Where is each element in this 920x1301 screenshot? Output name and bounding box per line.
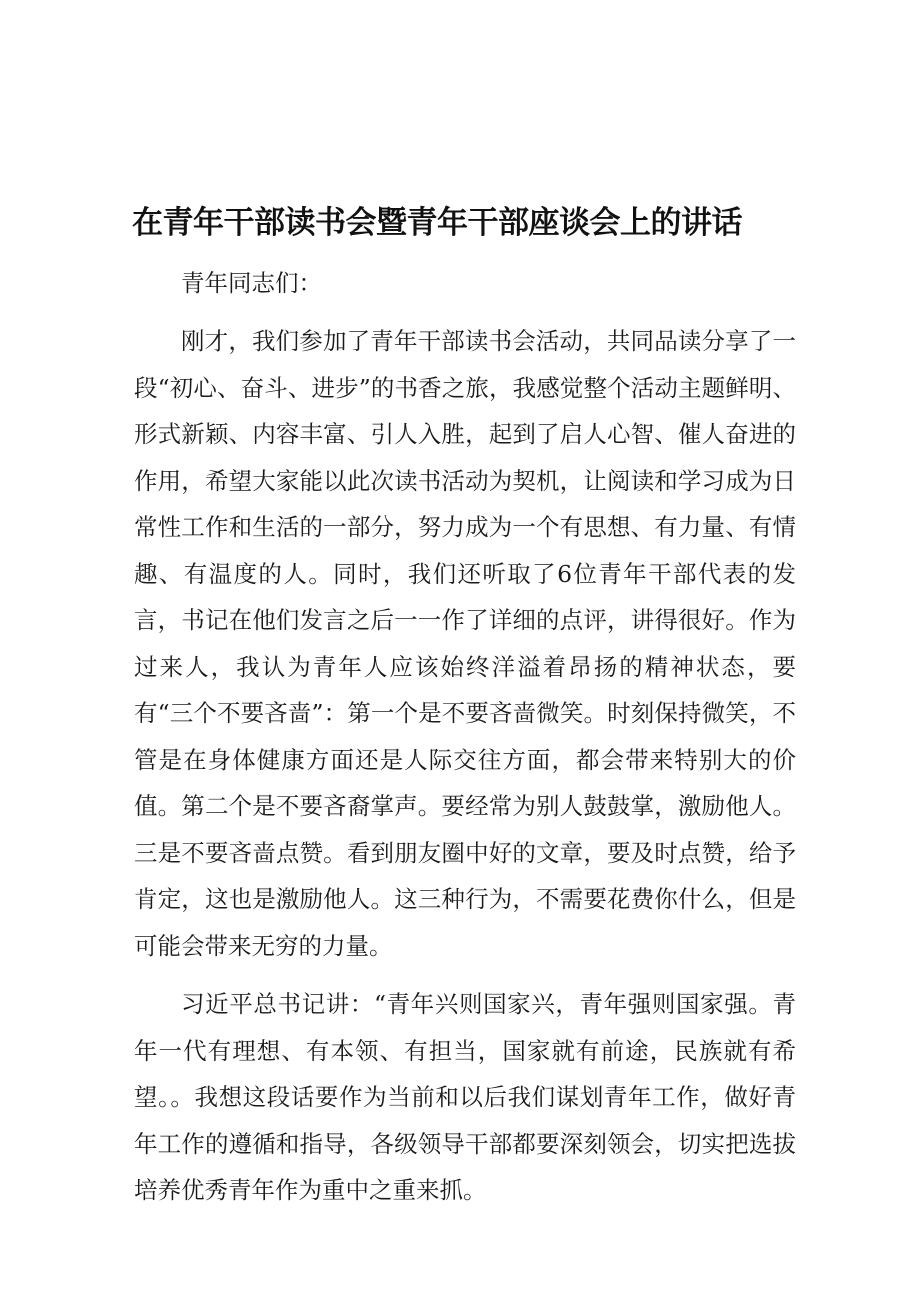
document-title: 在青年干部读书会暨青年干部座谈会上的讲话 [132,205,742,241]
paragraph-1: 刚才，我们参加了青年干部读书会活动，共同品读分享了一段“初心、奋斗、进步”的书香之旅，我感觉整个活动主题鲜明、形式新颖、内容丰富、引人入胜，起到了启人心智、催人奋进的作用，希望大家能以此次读书活动为契机，让阅读和学习成为日常性工作和生活的一部分，努力成为一个有思想、有力量、有情趣、有温度的人。同时，我们还听取了6位青年干部代表的发言，书记在他们发言之后一一作了详细的点评，讲得很好。作为过来人，我认为青年人应该始终洋溢着昂扬的精神状态，要有“三个不要吝啬”：第一个是不要吝啬微笑。时刻保持微笑，不管是在身体健康方面还是人际交往方面，都会带来特别大的价值。第二个是不要吝裔掌声。要经常为别人鼓鼓掌，激励他人。三是不要吝啬点赞。看到朋友圈中好的文章，要及时点赞，给予肯定，这也是激励他人。这三种行为，不需要花费你什么，但是可能会带来无穷的力量。 [134,327,796,960]
salutation: 青年同志们： [181,269,322,297]
paragraph-2: 习近平总书记讲：“青年兴则国家兴，青年强则国家强。青年一代有理想、有本领、有担当，国家就有前途，民族就有希望。。我想这段话要作为当前和以后我们谋划青年工作，做好青年工作的遵循和指导，各级领导干部都要深刻领会，切实把选拔培养优秀青年作为重中之重来抓。 [134,990,796,1204]
document-body [134,260,796,1226]
